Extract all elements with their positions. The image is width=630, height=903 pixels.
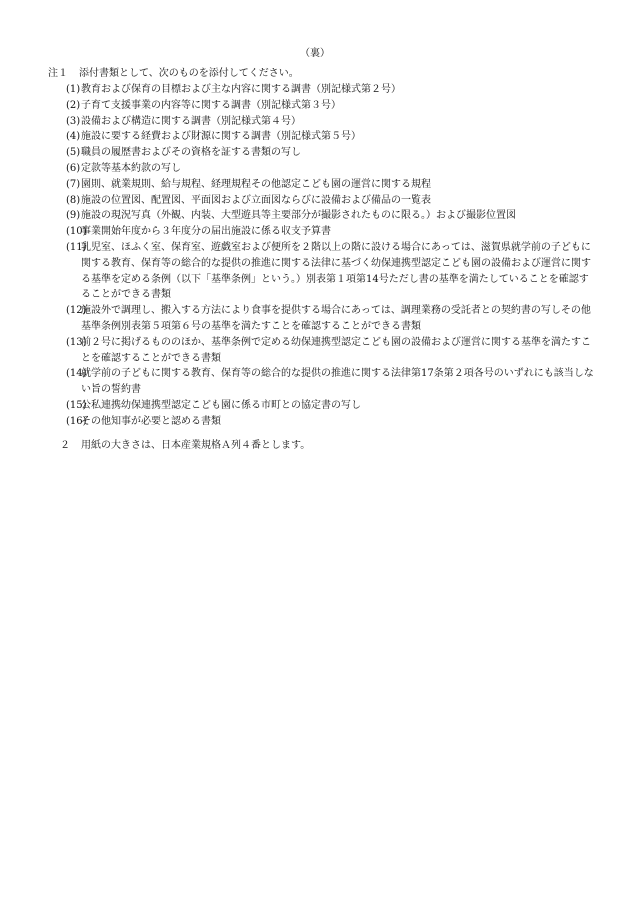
list-item-text: 就学前の子どもに関する教育、保育等の総合的な提供の推進に関する法律第17条第２項各号のいずれにも該当しない旨の誓約書 bbox=[81, 368, 594, 396]
list-item bbox=[66, 161, 596, 177]
list-item-text: その他知事が必要と認める書類 bbox=[81, 415, 221, 427]
note-2-text: 用紙の大きさは、日本産業規格Ａ列４番とします。 bbox=[81, 440, 311, 451]
list-item bbox=[66, 177, 596, 193]
note-1-label: 注１ bbox=[48, 68, 68, 79]
list-item-text: 公私連携幼保連携型認定こども園に係る市町との協定書の写し bbox=[81, 399, 361, 411]
list-item bbox=[66, 224, 596, 240]
list-item bbox=[66, 98, 596, 114]
list-item bbox=[66, 208, 596, 224]
list-item-text: 施設の現況写真（外観、内装、大型遊具等主要部分が撮影されたものに限る。）および撮影位置図 bbox=[81, 210, 516, 222]
list-item-text: 乳児室、ほふく室、保育室、遊戯室および便所を２階以上の階に設ける場合にあっては、滋賀県就学前の子どもに関する教育、保育等の総合的な提供の推進に関する法律に基づく幼保連携型認定こども園の設備および運営に関する基準を定める条例（以下「基準条例」という。）別表第１項第14号ただし書の基準を満たしていることを確認することができる書類 bbox=[81, 241, 591, 301]
list-item-number: (8) bbox=[66, 194, 81, 206]
list-item-number: (11) bbox=[66, 241, 87, 253]
list-item-text: 教育および保育の目標および主な内容に関する調書（別記様式第２号） bbox=[81, 84, 401, 95]
list-item bbox=[66, 114, 596, 130]
list-item-number: (13) bbox=[66, 336, 87, 348]
list-item-number: (10) bbox=[66, 226, 87, 238]
list-item-number: (15) bbox=[66, 399, 87, 411]
list-item-number: (4) bbox=[66, 131, 81, 143]
list-item bbox=[66, 240, 596, 303]
list-item-number: (12) bbox=[66, 305, 87, 317]
list-item bbox=[66, 303, 596, 335]
note-2-label: ２ bbox=[60, 440, 70, 451]
list-item bbox=[66, 398, 596, 414]
list-item-number: (3) bbox=[66, 115, 81, 127]
list-item-text: 職員の履歴書およびその資格を証する書類の写し bbox=[81, 147, 301, 159]
list-item bbox=[66, 335, 596, 367]
list-item bbox=[66, 129, 596, 145]
list-item-text: 施設に要する経費および財源に関する調書（別記様式第５号） bbox=[81, 131, 361, 143]
list-item-text: 子育て支援事業の内容等に関する調書（別記様式第３号） bbox=[81, 99, 341, 111]
list-item bbox=[66, 193, 596, 209]
list-item-number: (7) bbox=[66, 178, 81, 190]
list-item-number: (2) bbox=[66, 99, 81, 111]
page-heading: （裏） bbox=[300, 48, 330, 59]
list-item-number: (14) bbox=[66, 368, 87, 380]
list-item-number: (6) bbox=[66, 162, 81, 174]
list-item-number: (5) bbox=[66, 147, 81, 159]
list-item-text: 定款等基本約款の写し bbox=[81, 162, 181, 174]
list-item-number: (9) bbox=[66, 210, 81, 222]
note-1-text: 添付書類として、次のものを添付してください。 bbox=[79, 68, 299, 79]
list-item bbox=[66, 414, 596, 430]
note-2 bbox=[60, 438, 600, 454]
list-item-text: 園則、就業規則、給与規程、経理規程その他認定こども園の運営に関する規程 bbox=[81, 178, 431, 190]
attachment-list bbox=[66, 82, 596, 430]
list-item bbox=[66, 82, 596, 98]
list-item bbox=[66, 145, 596, 161]
list-item-number: (16) bbox=[66, 415, 87, 427]
note-1 bbox=[48, 66, 608, 82]
list-item-text: 設備および構造に関する調書（別記様式第４号） bbox=[81, 115, 301, 127]
list-item-text: 事業開始年度から３年度分の届出施設に係る収支予算書 bbox=[81, 226, 331, 238]
list-item-text: 施設の位置図、配置図、平面図および立面図ならびに設備および備品の一覧表 bbox=[81, 194, 431, 206]
list-item bbox=[66, 366, 596, 398]
list-item-text: 施設外で調理し、搬入する方法により食事を提供する場合にあっては、調理業務の受託者との契約書の写しその他基準条例別表第５項第６号の基準を満たすことを確認することができる書類 bbox=[81, 305, 591, 332]
list-item-text: 前２号に掲げるもののほか、基準条例で定める幼保連携型認定こども園の設備および運営に関する基準を満たすことを確認することができる書類 bbox=[81, 336, 591, 364]
list-item-number: (1) bbox=[66, 84, 81, 95]
